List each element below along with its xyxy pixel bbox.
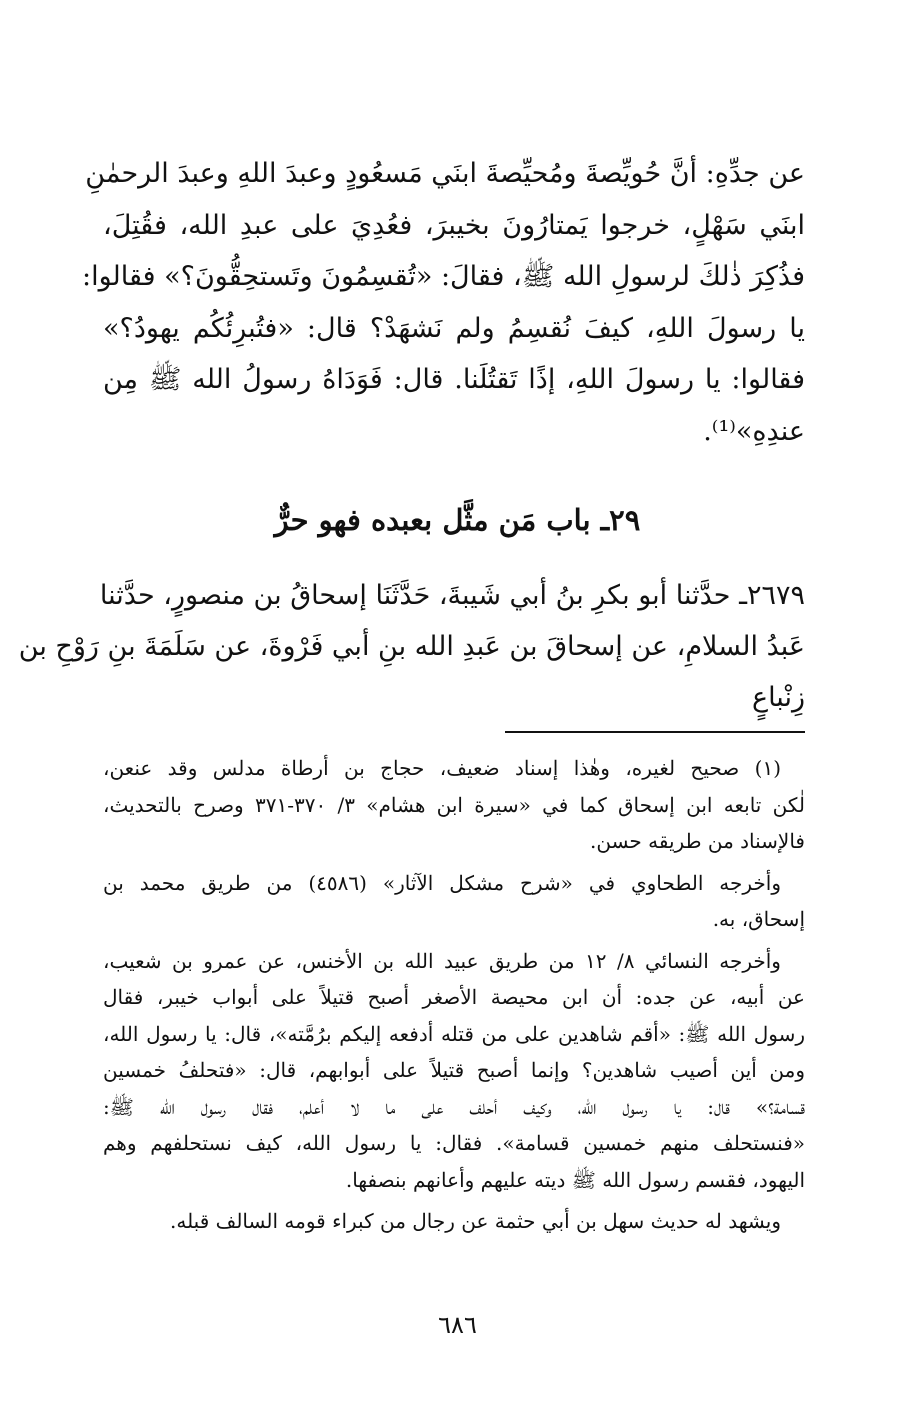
hadith-text-line: عَبدُ السلامِ، عن إسحاقَ بن عَبدِ الله بنِ أبي فَرْوةَ، عن سَلَمَةَ بنِ رَوْحِ بن (18, 631, 805, 662)
main-text-block (81, 148, 805, 457)
footnote-paragraph (103, 1203, 805, 1240)
main-text-line: يا رسولَ اللهِ، كيفَ نُقسِمُ ولم نَشهَدْ؟ قال: «فتُبرِئُكُم يهودُ؟» (103, 312, 805, 344)
footnote-line: قسامة؟» قال: يا رسول الله، وكيف أحلف على ما لا أعلم، فقال رسول الله ﷺ: (103, 1094, 805, 1119)
page-number: ٦٨٦ (438, 1311, 477, 1339)
footnote-line: لٰكن تابعه ابن إسحاق كما في «سيرة ابن هشام» ٣/ ٣٧٠-٣٧١ وصرح بالتحديث، (103, 792, 805, 817)
chapter-heading: ٢٩ـ باب مَن مثَّل بعبده فهو حرٌّ (274, 503, 641, 537)
main-text-line: عندِهِ»⁽¹⁾. (703, 415, 805, 447)
footnote-line: فالإسناد من طريقه حسن. (589, 829, 805, 853)
footnotes-block (103, 750, 805, 1245)
hadith-text-block (18, 570, 805, 723)
footnote-line: وأخرجه النسائي ٨/ ١٢ من طريق عبيد الله بن الأخنس، عن عمرو بن شعيب، (103, 948, 781, 973)
footnote-line: ويشهد له حديث سهل بن أبي حثمة عن رجال من كبراء قومه السالف قبله. (169, 1209, 781, 1233)
hadith-text-line: زِنْباعٍ (751, 682, 805, 713)
footnote-line: اليهود، فقسم رسول الله ﷺ ديته عليهم وأعانهم بنصفها. (345, 1167, 805, 1192)
footnote-paragraph (103, 750, 805, 860)
main-text-line: عن جدِّهِ: أنَّ حُويِّصةَ ومُحيِّصةَ ابنَي مَسعُودٍ وعبدَ اللهِ وعبدَ الرحمٰنِ (85, 158, 805, 189)
footnote-line: وأخرجه الطحاوي في «شرح مشكل الآثار» (٤٥٨٦) من طريق محمد بن (103, 870, 782, 895)
hadith-text-line: ٢٦٧٩ـ حدَّثنا أبو بكرِ بنُ أبي شَيبةَ، حَدَّثَنَا إسحاقُ بن منصورٍ، حدَّثنا (99, 580, 805, 611)
main-text-line: فذُكِرَ ذٰلكَ لرسولِ الله ﷺ، فقالَ: «تُقسِمُونَ وتَستحِقُّونَ؟» فقالوا: (81, 261, 805, 292)
main-text-line: فقالوا: يا رسولَ اللهِ، إذًا تَقتُلَنا. قال: فَوَدَاهُ رسولُ الله ﷺ مِن (103, 364, 805, 395)
footnote-paragraph (103, 943, 805, 1199)
footnote-line: (١) صحيح لغيره، وهٰذا إسناد ضعيف، حجاج بن أرطاة مدلس وقد عنعن، (103, 756, 781, 780)
footnote-line: ومن أين أصيب شاهدين؟ وإنما أصبح قتيلاً على أبوابهم، قال: «فتحلفُ خمسين (103, 1058, 805, 1082)
footnote-line: عن أبيه، عن جده: أن ابن محيصة الأصغر أصبح قتيلاً على أبواب خيبر، فقال (103, 985, 805, 1009)
footnote-separator (505, 731, 805, 733)
footnote-line: إسحاق، به. (712, 907, 805, 931)
footnote-line: «فنستحلف منهم خمسين قسامة». فقال: يا رسول الله، كيف نستحلفهم وهم (103, 1131, 805, 1155)
footnote-paragraph (103, 865, 805, 938)
main-text-line: ابنَي سَهْلٍ، خرجوا يَمتارُونَ بخيبرَ، فعُدِيَ على عبدِ الله، فقُتِلَ، (103, 209, 805, 241)
footnote-line: رسول الله ﷺ: «أقم شاهدين على من قتله أدفعه إليكم برُمَّته»، قال: يا رسول الله، (103, 1021, 805, 1046)
